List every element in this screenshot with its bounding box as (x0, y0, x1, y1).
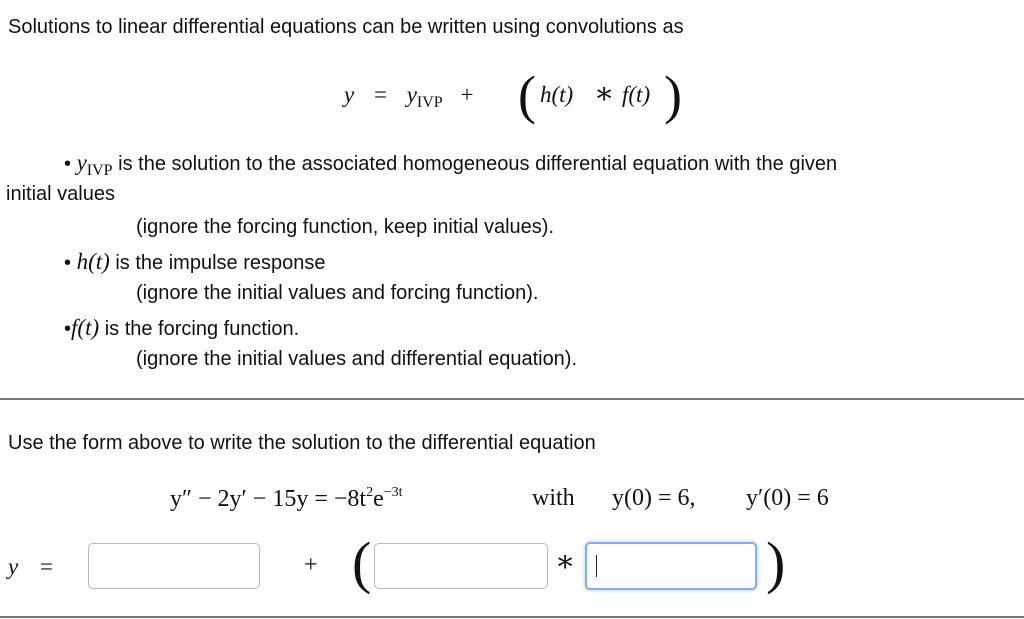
answer-open-paren: ( (352, 530, 372, 595)
equation-lhs: y″ − 2y′ − 15y = −8t (170, 486, 367, 512)
equation-e-exponent: −3t (383, 485, 403, 500)
bullet-dot-icon: • (64, 153, 72, 175)
bullet-2-note: (ignore the initial values and forcing function). (136, 282, 539, 304)
equation-e: e (373, 486, 384, 512)
yivp-answer-input[interactable] (88, 543, 260, 589)
formula-lhs: y (344, 82, 355, 107)
initial-condition-2-rest: (0) = 6 (763, 485, 829, 511)
initial-condition-1: y(0) = 6, (612, 485, 696, 511)
forcing-function-input[interactable] (585, 542, 757, 590)
formula-convolution-star: ∗ (594, 77, 615, 110)
formula-h: h(t) (540, 82, 574, 107)
differential-equation (170, 485, 403, 513)
section-divider (0, 398, 1024, 400)
bullet-1-text: is the solution to the associated homogeneous differential equation with the given (118, 153, 838, 175)
text-cursor (596, 555, 597, 577)
formula-f: f(t) (622, 82, 651, 107)
bullet-3 (64, 315, 299, 341)
formula-yivp: y (406, 82, 417, 107)
equation-t-exponent: 2 (366, 485, 374, 500)
bullet-2 (64, 249, 325, 275)
initial-condition-2 (746, 485, 829, 512)
bullet-3-text: is the forcing function. (104, 318, 300, 340)
answer-equals: = (40, 554, 53, 579)
bullet-dot-icon: • (64, 252, 72, 274)
bullet-2-symbol: h(t) (76, 249, 110, 274)
bullet-dot-icon: • (64, 318, 72, 340)
answer-lhs: y (8, 554, 19, 579)
bullet-1-note: (ignore the forcing function, keep initial values). (136, 216, 555, 238)
answer-close-paren: ) (766, 530, 786, 595)
equation-with: with (532, 485, 575, 511)
formula-open-paren: ( (518, 65, 536, 125)
formula-display (344, 82, 485, 112)
prompt-text: Use the form above to write the solution to the differential equation (8, 432, 596, 454)
bullet-1 (64, 150, 837, 180)
answer-convolution-star: ∗ (555, 545, 576, 578)
bullet-3-symbol: f(t) (71, 315, 100, 340)
formula-equals: = (373, 82, 387, 107)
answer-plus: + (304, 552, 318, 578)
bottom-divider (0, 616, 1024, 618)
initial-condition-2-symbol: y′ (746, 485, 764, 511)
formula-yivp-sub: IVP (416, 94, 443, 111)
bullet-1-symbol: y (76, 150, 87, 175)
intro-text: Solutions to linear differential equations can be written using convolutions as (8, 16, 684, 38)
bullet-1-wrap: initial values (6, 183, 115, 205)
bullet-2-text: is the impulse response (115, 252, 326, 274)
formula-plus: + (460, 82, 474, 107)
impulse-response-input[interactable] (374, 543, 548, 589)
bullet-1-symbol-sub: IVP (86, 162, 113, 179)
bullet-3-note: (ignore the initial values and differential equation). (136, 348, 578, 370)
formula-close-paren: ) (664, 65, 682, 125)
